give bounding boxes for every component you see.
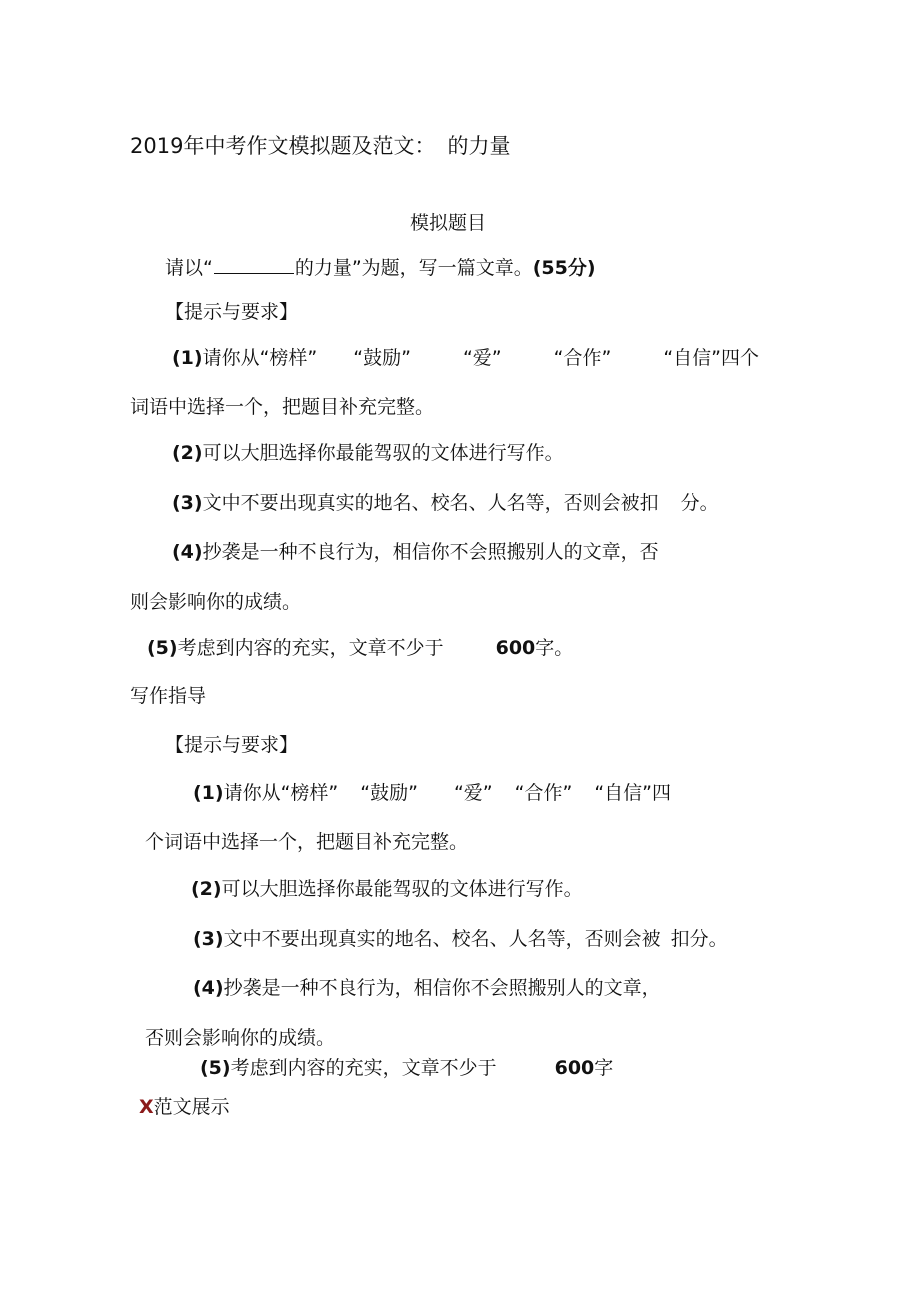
document-title (130, 133, 510, 159)
g4-text: 抄袭是一种不良行为，相信你不会照搬别人的文章， (223, 977, 661, 999)
req3-a: 文中不要出现真实的地名、校名、人名等，否则会被扣 (202, 492, 659, 514)
req1-b: “鼓励” (353, 347, 411, 369)
guide-item-3 (193, 927, 728, 951)
req4-text: 抄袭是一种不良行为，相信你不会照搬别人的文章，否 (202, 541, 659, 563)
guide-item-5 (200, 1056, 613, 1080)
requirement-3 (172, 491, 719, 515)
g5-count: 600 (554, 1057, 595, 1079)
prompt-score: (55分) (532, 257, 596, 279)
prompt-pre: 请以“ (165, 257, 213, 279)
requirement-1-continued: 词语中选择一个，把题目补充完整。 (130, 396, 435, 418)
essay-heading: 范文展示 (153, 1096, 230, 1118)
title-tail: 的力量 (447, 134, 511, 158)
guide-heading: 写作指导 (130, 685, 207, 707)
g5-number: (5) (200, 1057, 231, 1079)
essay-heading-line (139, 1095, 230, 1119)
guide-item-2 (191, 877, 583, 901)
x-mark: X (139, 1096, 154, 1118)
g3-a: 文中不要出现真实的地名、校名、人名等，否则会被 (223, 928, 661, 950)
title-main: 2019年中考作文模拟题及范文： (130, 134, 436, 158)
g1-a: 请你从“榜样” (223, 782, 339, 804)
req1-number: (1) (172, 347, 203, 369)
requirement-4-continued: 则会影响你的成绩。 (130, 591, 302, 613)
g2-text: 可以大胆选择你最能驾驭的文体进行写作。 (221, 878, 583, 900)
guide-item-4-continued: 否则会影响你的成绩。 (145, 1027, 336, 1049)
g1-b: “鼓励” (360, 782, 418, 804)
req4-number: (4) (172, 541, 203, 563)
requirement-4 (172, 540, 659, 564)
g3-number: (3) (193, 928, 224, 950)
g1-e: “自信”四 (594, 782, 672, 804)
req3-b: 分。 (680, 492, 719, 514)
req5-unit: 字。 (535, 637, 574, 659)
prompt-post: 的力量”为题，写一篇文章。 (294, 257, 533, 279)
prompt-line (165, 256, 596, 280)
requirement-1 (172, 346, 759, 370)
guide-item-4 (193, 976, 661, 1000)
req2-number: (2) (172, 442, 203, 464)
guide-item-1 (193, 781, 671, 805)
guide-item-1-continued: 个词语中选择一个，把题目补充完整。 (145, 831, 469, 853)
g3-b: 扣分。 (670, 928, 728, 950)
prompt-blank (214, 256, 294, 274)
req5-number: (5) (147, 637, 178, 659)
req5-count: 600 (495, 637, 536, 659)
tips-heading: 【提示与要求】 (165, 301, 299, 323)
requirement-5 (147, 636, 573, 660)
g5-unit: 字 (594, 1057, 614, 1079)
g1-d: “合作” (514, 782, 573, 804)
tips2-heading: 【提示与要求】 (165, 734, 299, 756)
g2-number: (2) (191, 878, 222, 900)
req1-d: “合作” (553, 347, 612, 369)
req2-text: 可以大胆选择你最能驾驭的文体进行写作。 (202, 442, 564, 464)
g4-number: (4) (193, 977, 224, 999)
req1-e: “自信”四个 (663, 347, 760, 369)
g1-c: “爱” (453, 782, 493, 804)
g5-text: 考虑到内容的充实，文章不少于 (230, 1057, 497, 1079)
requirement-2 (172, 441, 564, 465)
req3-number: (3) (172, 492, 203, 514)
g1-number: (1) (193, 782, 224, 804)
req5-text: 考虑到内容的充实，文章不少于 (177, 637, 444, 659)
req1-a: 请你从“榜样” (202, 347, 318, 369)
section-heading: 模拟题目 (410, 212, 487, 234)
req1-c: “爱” (462, 347, 502, 369)
